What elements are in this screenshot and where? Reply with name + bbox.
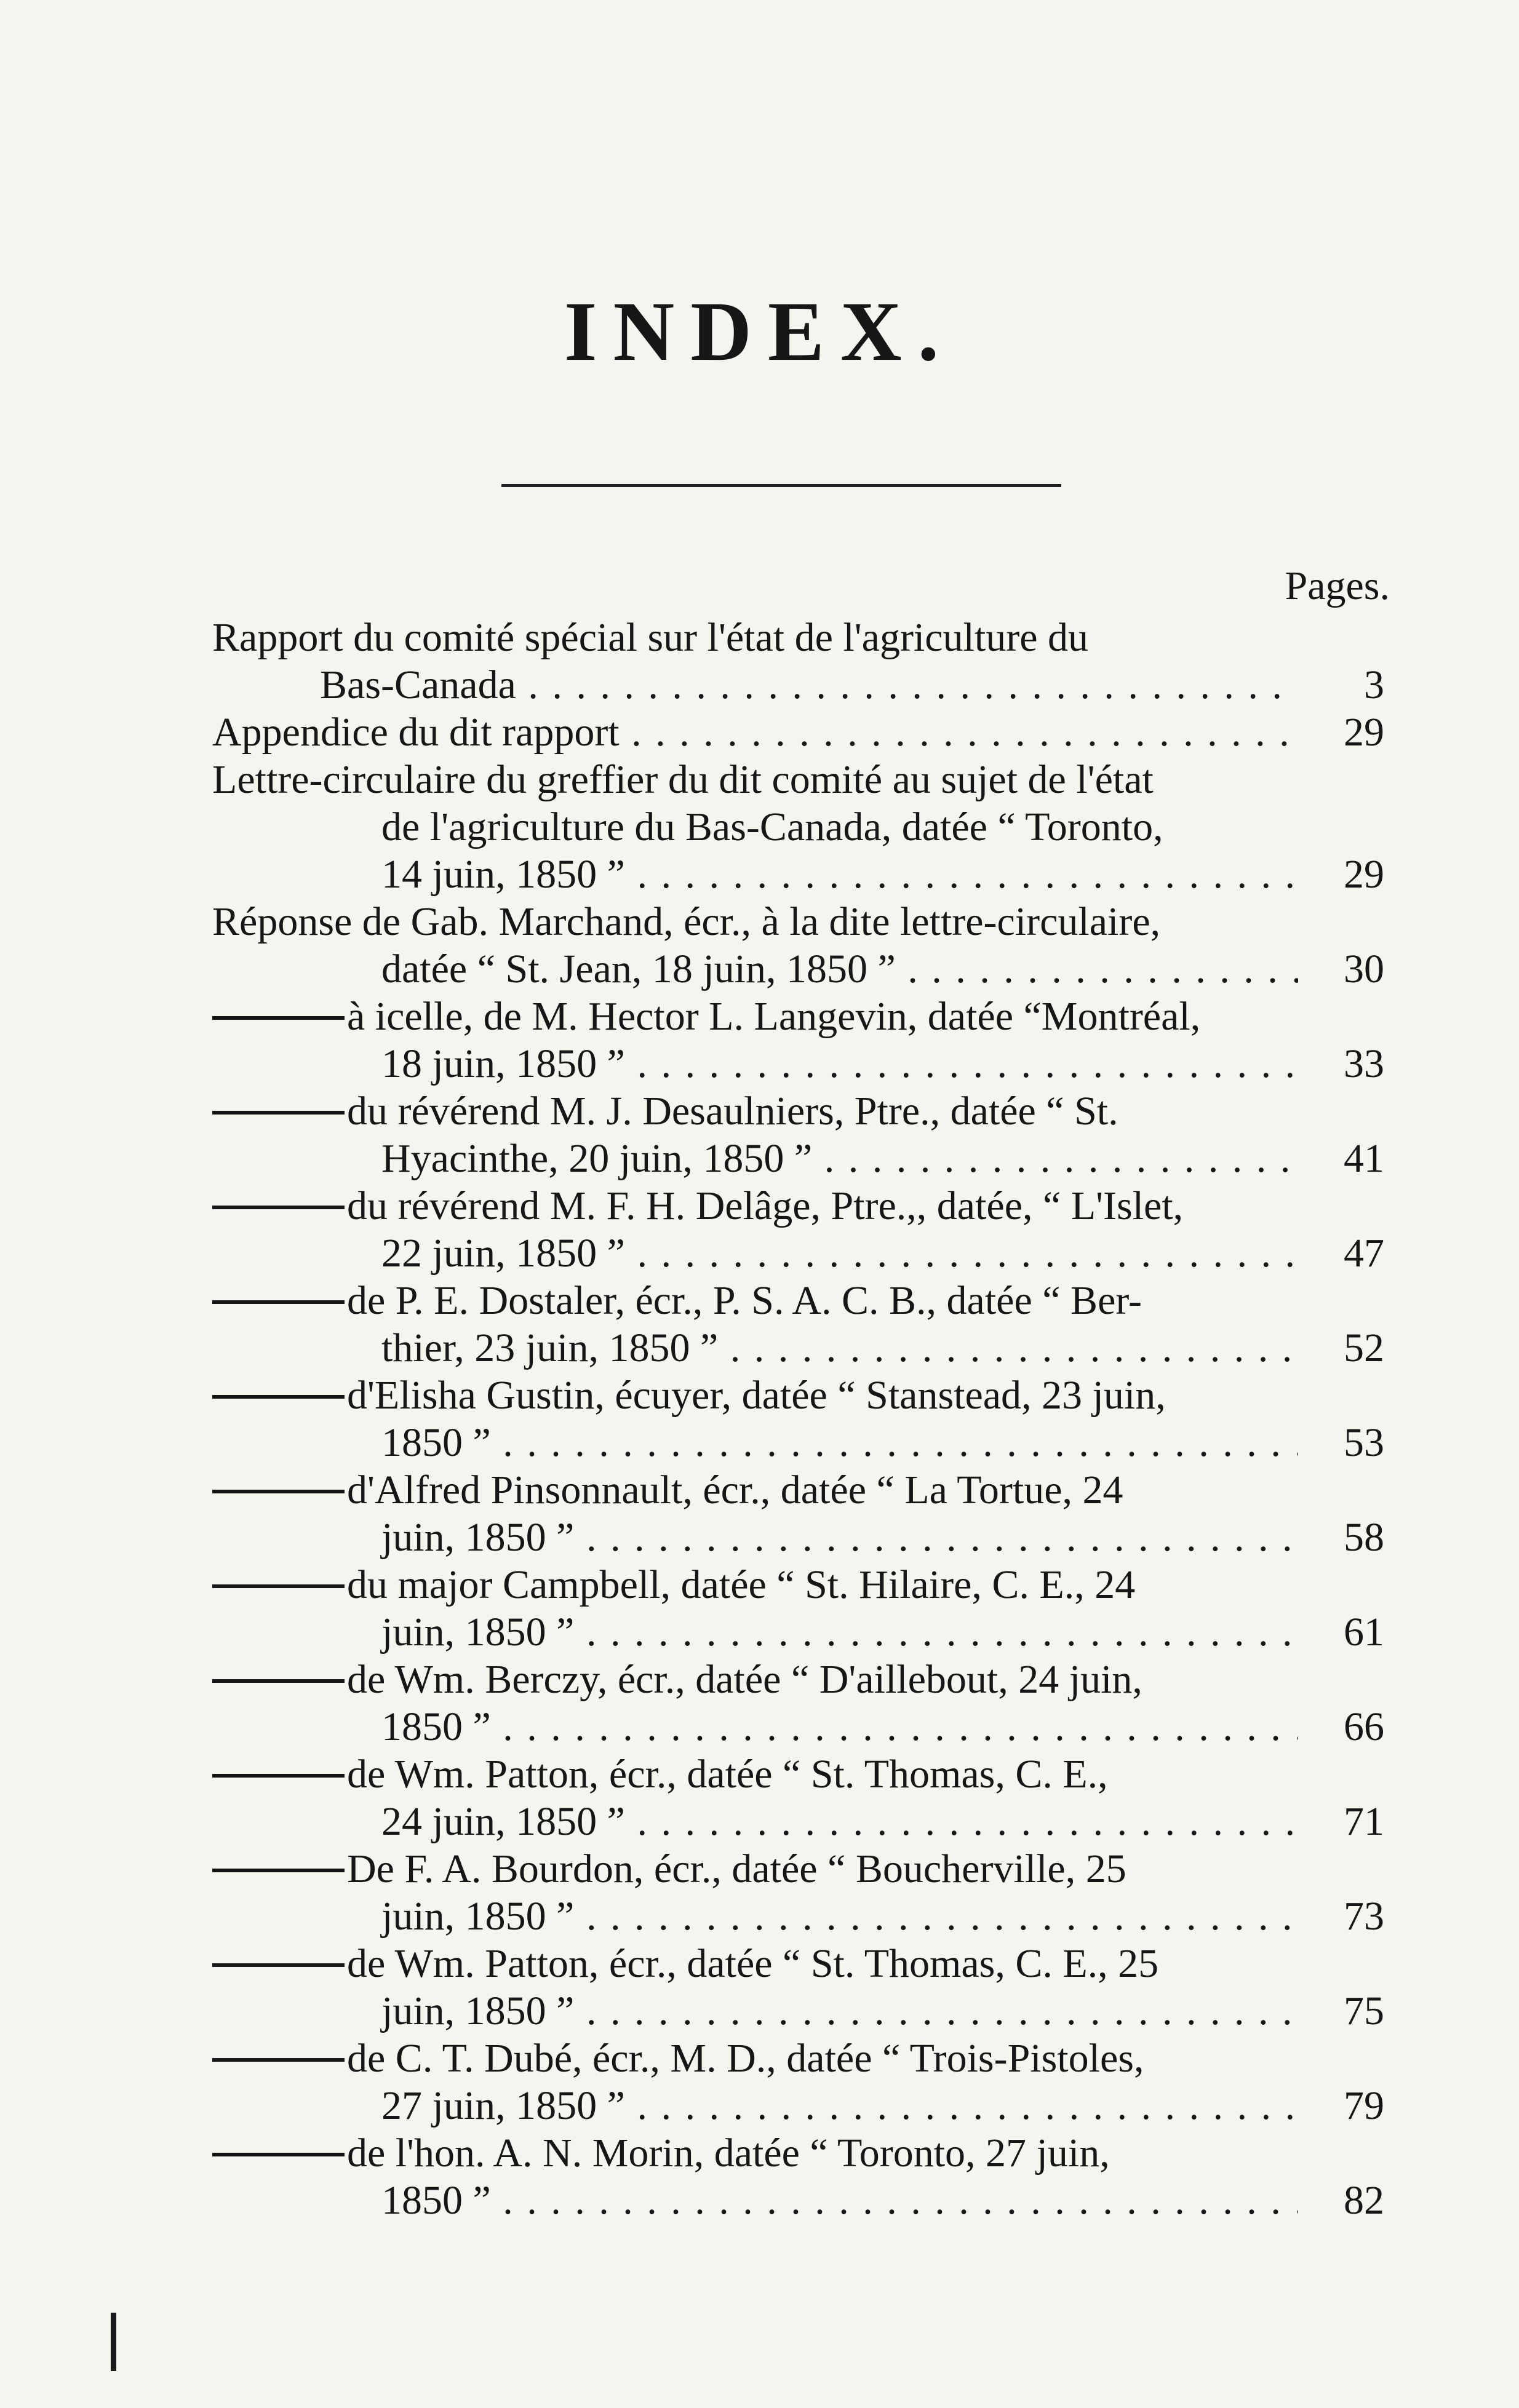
entry-line: 1850 ” . . . — [212, 1419, 1384, 1466]
entry-text: d'Elisha Gustin, écuyer, datée “ Stanstead, 23 juin, — [347, 1373, 1166, 1418]
page-number: 53 — [1298, 1419, 1384, 1466]
page-number: 75 — [1298, 1987, 1384, 2035]
index-entry — [212, 709, 1384, 756]
entry-line: 1850 ” . . . — [212, 1703, 1384, 1750]
entry-line: 22 juin, 1850 ” . . . — [212, 1230, 1384, 1277]
index-entry — [212, 1845, 1384, 1940]
entry-text: du révérend M. J. Desaulniers, Ptre., datée “ St. — [347, 1089, 1118, 1134]
index-entry — [212, 2129, 1384, 2224]
entry-line — [212, 1656, 1384, 1703]
index-entry — [212, 614, 1384, 709]
ditto-dash — [212, 1869, 345, 1872]
ditto-dash — [212, 1584, 345, 1588]
entry-text: De F. A. Bourdon, écr., datée “ Boucherville, 25 — [347, 1846, 1126, 1891]
title-rule — [501, 484, 1061, 487]
entry-line: datée “ St. Jean, 18 juin, 1850 ” . . . — [212, 945, 1384, 993]
entry-line: thier, 23 juin, 1850 ” . . . — [212, 1324, 1384, 1372]
ditto-dash — [212, 1016, 345, 1020]
entry-line: Lettre-circulaire du greffier du dit comité au sujet de l'état — [212, 757, 1154, 802]
entry-line: 27 juin, 1850 ” . . . — [212, 2082, 1384, 2129]
entry-line — [212, 1561, 1384, 1608]
entry-line: Appendice du dit rapport . . . — [212, 709, 1384, 756]
entry-line: Rapport du comité spécial sur l'état de l'agriculture du — [212, 615, 1088, 660]
entry-text: de C. T. Dubé, écr., M. D., datée “ Trois-Pistoles, — [347, 2036, 1144, 2081]
entry-line — [212, 1087, 1384, 1135]
entry-text: du révérend M. F. H. Delâge, Ptre.,, datée, “ L'Islet, — [347, 1183, 1184, 1228]
entry-line: 1850 ” . . . — [212, 2177, 1384, 2224]
page-number: 82 — [1298, 2177, 1384, 2224]
index-entry — [212, 1372, 1384, 1466]
page-number: 71 — [1298, 1798, 1384, 1845]
entry-line — [212, 1940, 1384, 1987]
entry-line — [212, 1466, 1384, 1514]
index-entry — [212, 756, 1384, 898]
index-entry — [212, 2035, 1384, 2129]
ditto-dash — [212, 1111, 345, 1115]
entry-line — [212, 2129, 1384, 2177]
ditto-dash — [212, 2153, 345, 2156]
page-title: INDEX. — [564, 284, 955, 378]
entry-text: à icelle, de M. Hector L. Langevin, datée “Montréal, — [347, 994, 1201, 1039]
ditto-dash — [212, 2058, 345, 2062]
page-number: 29 — [1298, 851, 1384, 898]
entry-line — [212, 1750, 1384, 1798]
page-number: 30 — [1298, 945, 1384, 993]
ditto-dash — [212, 1774, 345, 1778]
entry-text: de Wm. Patton, écr., datée “ St. Thomas, C. E., 25 — [347, 1941, 1159, 1986]
page-number: 47 — [1298, 1230, 1384, 1277]
index-entry — [212, 1466, 1384, 1561]
entry-line: juin, 1850 ” . . . — [212, 1514, 1384, 1561]
index-entry — [212, 993, 1384, 1087]
ditto-dash — [212, 1300, 345, 1304]
page-number: 33 — [1298, 1040, 1384, 1087]
entry-line: juin, 1850 ” . . . — [212, 1987, 1384, 2035]
entry-line: juin, 1850 ” . . . — [212, 1608, 1384, 1656]
index-entry — [212, 1087, 1384, 1182]
entry-text: de P. E. Dostaler, écr., P. S. A. C. B., datée “ Ber- — [347, 1278, 1142, 1323]
entry-line — [212, 1845, 1384, 1893]
index-entries — [212, 614, 1384, 2224]
ditto-dash — [212, 1679, 345, 1683]
entry-line: de l'agriculture du Bas-Canada, datée “ Toronto, — [381, 805, 1163, 849]
page-number: 61 — [1298, 1608, 1384, 1656]
entry-line: juin, 1850 ” . . . — [212, 1893, 1384, 1940]
margin-mark — [111, 2313, 116, 2371]
index-entry — [212, 1750, 1384, 1845]
entry-line: 24 juin, 1850 ” . . . — [212, 1798, 1384, 1845]
ditto-dash — [212, 1395, 345, 1399]
ditto-dash — [212, 1206, 345, 1209]
entry-text: du major Campbell, datée “ St. Hilaire, C. E., 24 — [347, 1562, 1136, 1607]
entry-line: 18 juin, 1850 ” . . . — [212, 1040, 1384, 1087]
page-number: 52 — [1298, 1324, 1384, 1372]
entry-line — [212, 1372, 1384, 1419]
entry-line — [212, 1182, 1384, 1230]
page-number: 41 — [1298, 1135, 1384, 1182]
page-number: 73 — [1298, 1893, 1384, 1940]
index-entry — [212, 1277, 1384, 1372]
page-number: 58 — [1298, 1514, 1384, 1561]
entry-text: d'Alfred Pinsonnault, écr., datée “ La Tortue, 24 — [347, 1468, 1123, 1512]
entry-text: de Wm. Berczy, écr., datée “ D'aillebout, 24 juin, — [347, 1657, 1142, 1702]
entry-line — [212, 1277, 1384, 1324]
index-entry — [212, 1656, 1384, 1750]
index-entry — [212, 1182, 1384, 1277]
index-entry — [212, 898, 1384, 993]
ditto-dash — [212, 1963, 345, 1967]
entry-line: Hyacinthe, 20 juin, 1850 ” . . . — [212, 1135, 1384, 1182]
ditto-dash — [212, 1490, 345, 1493]
entry-line: Bas-Canada . . . — [212, 661, 1384, 709]
entry-line — [212, 2035, 1384, 2082]
entry-line: 14 juin, 1850 ” . . . — [212, 851, 1384, 898]
page-number: 29 — [1298, 709, 1384, 756]
page-number: 66 — [1298, 1703, 1384, 1750]
page-number: 79 — [1298, 2082, 1384, 2129]
index-entry — [212, 1561, 1384, 1656]
entry-text: de l'hon. A. N. Morin, datée “ Toronto, 27 juin, — [347, 2131, 1110, 2176]
entry-line — [212, 993, 1384, 1040]
index-entry — [212, 1940, 1384, 2035]
entry-text: de Wm. Patton, écr., datée “ St. Thomas, C. E., — [347, 1752, 1108, 1797]
page-number: 3 — [1298, 661, 1384, 709]
entry-line: Réponse de Gab. Marchand, écr., à la dite lettre-circulaire, — [212, 899, 1161, 944]
pages-column-header: Pages. — [1285, 563, 1390, 608]
